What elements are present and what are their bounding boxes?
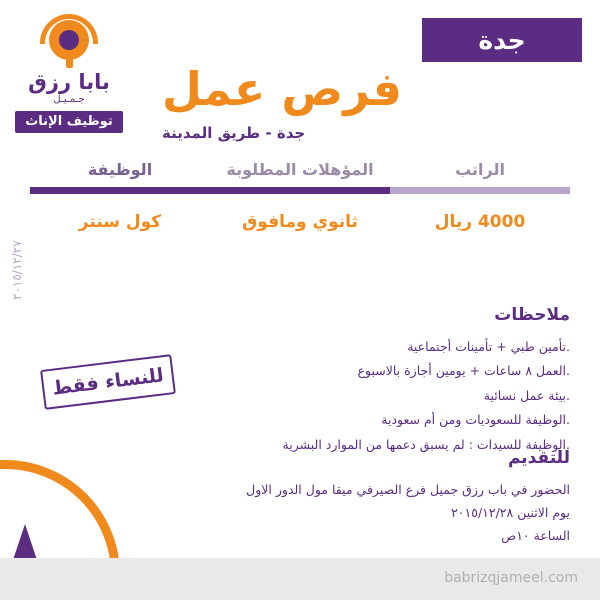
- website-label: babrizqjameel.com: [444, 570, 578, 586]
- status-badge: [40, 354, 176, 410]
- sun-icon: [38, 14, 100, 70]
- cell-salary: 4000 ريال: [434, 212, 526, 232]
- table-header-salary: الراتب: [455, 160, 505, 179]
- page-subtitle: جدة - طريق المدينة: [162, 124, 306, 143]
- apply-section: [230, 448, 570, 547]
- stamp-label: للنساء فقط: [51, 364, 165, 400]
- jobs-table: [30, 160, 570, 250]
- city-badge: [422, 18, 582, 62]
- table-header-row: [30, 160, 570, 187]
- cell-position: كول سنتر: [78, 212, 162, 232]
- headline-block: [162, 62, 582, 142]
- table-rule-dark-1: [210, 187, 390, 194]
- logo-arabic-sub: جـمـيـل: [53, 94, 85, 105]
- apply-title: للتقديم: [507, 448, 570, 468]
- vertical-date: ٢٠١٥/١٢/٢٧: [10, 240, 24, 300]
- page-title: فرص عمل: [162, 62, 402, 116]
- logo-arabic-name: بابا رزق: [28, 70, 110, 94]
- list-item: .تأمين طبي + تأمينات أجتماعية: [407, 339, 570, 354]
- apply-line: الساعة ١٠ص: [501, 528, 570, 544]
- table-rule: [30, 187, 570, 194]
- table-row: [30, 212, 570, 232]
- table-header-qualifications: المؤهلات المطلوبة: [226, 160, 374, 179]
- notes-section: [230, 305, 570, 457]
- city-badge-label: جدة: [478, 25, 526, 55]
- table-rule-light: [390, 187, 570, 194]
- apply-line: يوم الاثنين ٢٠١٥/١٢/٢٨: [451, 505, 570, 521]
- brand-logo: [14, 14, 124, 139]
- list-item: .الوظيفة للسعوديات ومن أم سعودية: [381, 412, 570, 428]
- cell-qualifications: ثانوي ومافوق: [242, 212, 358, 232]
- list-item: .بيئة عمل نسائية: [483, 387, 570, 403]
- footer-bar: [0, 558, 600, 600]
- logo-sun-shape: [49, 20, 89, 60]
- logo-tagline: توظيف الإناث: [15, 111, 123, 133]
- list-item: .العمل ٨ ساعات + يومين أجازة بالاسبوع: [357, 363, 570, 379]
- notes-title: ملاحظات: [494, 305, 570, 325]
- list-item: .الوظيفة للسيدات : لم يسبق دعمها من الموارد البشرية: [282, 436, 570, 452]
- table-rule-dark-2: [30, 187, 210, 194]
- table-header-position: الوظيفة: [87, 160, 153, 179]
- apply-line: الحضور في باب رزق جميل فرع الصيرفي ميقا مول الدور الاول: [246, 482, 570, 497]
- logo-ray-icon: [66, 58, 73, 68]
